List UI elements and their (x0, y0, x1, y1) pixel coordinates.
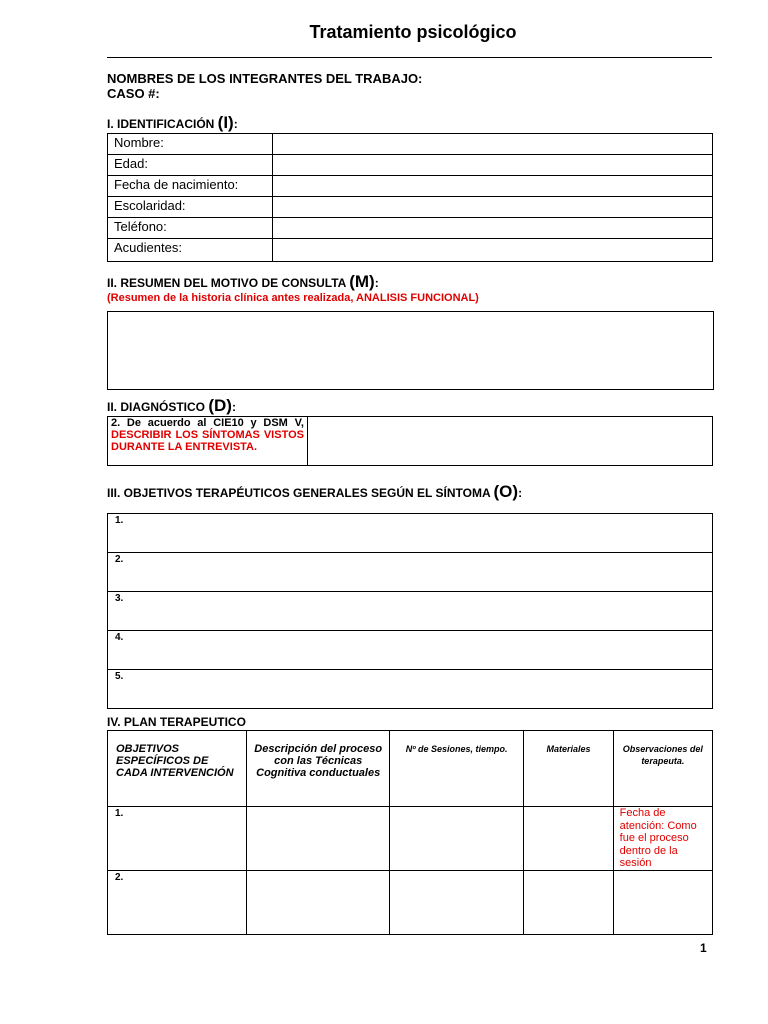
acudientes-field[interactable] (273, 239, 713, 262)
objetivo-field[interactable]: 3. (108, 592, 713, 631)
page-number: 1 (700, 941, 707, 955)
page-title: Tratamiento psicológico (309, 22, 517, 42)
escolaridad-label: Escolaridad: (108, 197, 273, 218)
col-header-observaciones: Observaciones del terapeuta. (613, 731, 712, 807)
title-divider (107, 57, 712, 58)
plan-table (107, 730, 713, 935)
identificacion-table (107, 133, 713, 262)
col-header-objetivos: OBJETIVOS ESPECÍFICOS DE CADA INTERVENCIÓN (108, 731, 247, 807)
fecha-nacimiento-label: Fecha de nacimiento: (108, 176, 273, 197)
plan-cell-observaciones[interactable]: Fecha de atención: Como fue el proceso dentro de la sesión (613, 807, 712, 871)
consulta-note: (Resumen de la historia clínica antes realizada, ANALISIS FUNCIONAL) (107, 292, 479, 304)
plan-cell-descripcion[interactable] (247, 807, 389, 871)
consulta-field[interactable] (107, 311, 714, 390)
plan-cell-observaciones[interactable] (613, 871, 712, 935)
integrantes-label: NOMBRES DE LOS INTEGRANTES DEL TRABAJO: (107, 71, 423, 86)
identificacion-heading: I. IDENTIFICACIÓN (I): (107, 113, 238, 132)
nombre-label: Nombre: (108, 134, 273, 155)
fecha-nacimiento-field[interactable] (273, 176, 713, 197)
consulta-heading: II. RESUMEN DEL MOTIVO DE CONSULTA (M): (107, 272, 379, 291)
plan-row-number[interactable]: 1. (108, 807, 247, 871)
plan-cell-materiales[interactable] (524, 871, 613, 935)
objetivos-table (107, 513, 713, 709)
col-header-materiales: Materiales (524, 731, 613, 807)
objetivo-field[interactable]: 5. (108, 670, 713, 709)
objetivo-field[interactable]: 4. (108, 631, 713, 670)
telefono-label: Teléfono: (108, 218, 273, 239)
col-header-sesiones: Nº de Sesiones, tiempo. (389, 731, 523, 807)
diagnostico-instructions: 2. De acuerdo al CIE10 y DSM V, DESCRIBIR LOS SÍNTOMAS VISTOS DURANTE LA ENTREVISTA. (108, 417, 308, 466)
objetivos-heading: III. OBJETIVOS TERAPÉUTICOS GENERALES SEGÚN EL SÍNTOMA (O): (107, 482, 523, 501)
diagnostico-heading: II. DIAGNÓSTICO (D): (107, 396, 236, 415)
col-header-descripcion: Descripción del proceso con las Técnicas Cognitiva conductuales (247, 731, 389, 807)
plan-cell-materiales[interactable] (524, 807, 613, 871)
diagnostico-field[interactable] (308, 417, 713, 466)
plan-cell-descripcion[interactable] (247, 871, 389, 935)
telefono-field[interactable] (273, 218, 713, 239)
edad-field[interactable] (273, 155, 713, 176)
nombre-field[interactable] (273, 134, 713, 155)
objetivo-field[interactable]: 2. (108, 553, 713, 592)
escolaridad-field[interactable] (273, 197, 713, 218)
plan-heading: IV. PLAN TERAPEUTICO (107, 715, 246, 729)
edad-label: Edad: (108, 155, 273, 176)
diagnostico-table (107, 416, 713, 466)
objetivo-field[interactable]: 1. (108, 514, 713, 553)
caso-label: CASO #: (107, 86, 160, 101)
plan-cell-sesiones[interactable] (389, 807, 523, 871)
acudientes-label: Acudientes: (108, 239, 273, 262)
plan-row-number[interactable]: 2. (108, 871, 247, 935)
plan-cell-sesiones[interactable] (389, 871, 523, 935)
